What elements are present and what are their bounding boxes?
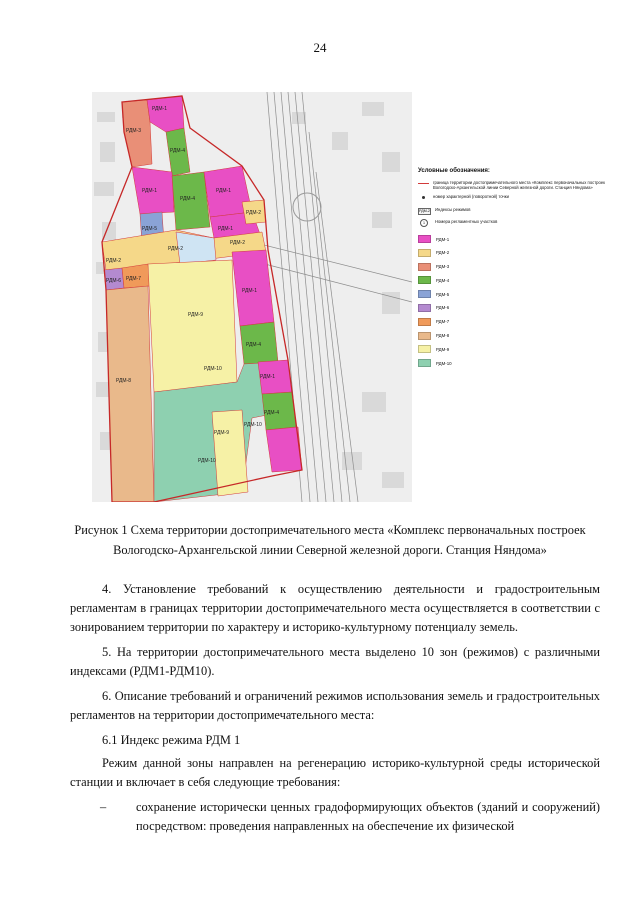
legend-title: Условные обозначения: <box>418 168 490 174</box>
map-label: РДМ-10 <box>244 422 262 428</box>
zone-label: РДМ-3 <box>436 264 450 270</box>
zone-swatch <box>418 290 431 298</box>
map-legend <box>418 168 618 373</box>
legend-boundary-text: граница территории достопримечательного места «Комплекс первоначальных построек Вологодско-Архангельской линии Северной железной дороги. Станция Няндома» <box>433 180 605 190</box>
zone-swatch <box>418 318 431 326</box>
zone-label: РДМ-10 <box>436 360 452 366</box>
map-label: РДМ-1 <box>216 188 231 194</box>
map-label: РДМ-10 <box>198 458 216 464</box>
map-label: РДМ-9 <box>188 312 203 318</box>
paragraph-6: 6. Описание требований и ограничений режимов использования земель и градостроительных регламентов на территории достопримечательного места: <box>70 689 600 722</box>
zone-label: РДМ-4 <box>436 277 450 283</box>
boundary-line-icon <box>418 183 429 184</box>
map-label: РДМ-2 <box>168 246 183 252</box>
map-label: РДМ-1 <box>142 188 157 194</box>
legend-zone-row <box>418 290 618 298</box>
zone-label: РДМ-2 <box>436 250 450 256</box>
list-item-text: сохранение исторически ценных градоформирующих объектов (зданий и сооружений) посредством: проведения направленных на обеспечение их физической <box>136 800 600 833</box>
zone-swatch <box>418 332 431 340</box>
legend-zone-row <box>418 345 618 353</box>
list-dash: – <box>100 800 107 814</box>
legend-circle-text: Номера регламентных участков <box>435 219 498 224</box>
map-label: РДМ-1 <box>152 106 167 112</box>
legend-swatches <box>418 235 618 367</box>
map-label: РДМ-4 <box>170 148 185 154</box>
zone-label: РДМ-5 <box>436 291 450 297</box>
figure-caption: Рисунок 1 Схема территории достопримечательного места «Комплекс первоначальных построек Вологодско-Архангельской линии Северной железной дороги. Станция Няндома» <box>74 523 586 557</box>
map-label: РДМ-8 <box>116 378 131 384</box>
map-label: РДМ-7 <box>126 276 141 282</box>
body-text <box>70 580 600 836</box>
map-label: РДМ-2 <box>246 210 261 216</box>
legend-circle-sample: 1 <box>420 219 428 227</box>
map-label: РДМ-4 <box>246 342 261 348</box>
map-label: РДМ-4 <box>180 196 195 202</box>
zone-swatch <box>418 345 431 353</box>
zone-label: РДМ-1 <box>436 236 450 242</box>
map-label: РДМ-2 <box>230 240 245 246</box>
zone-swatch <box>418 359 431 367</box>
legend-point-text: номер характерной (поворотной) точки <box>433 194 509 199</box>
legend-index <box>418 207 618 215</box>
legend-index-sample: РДМ-2 <box>419 209 430 213</box>
zone-swatch <box>418 263 431 271</box>
zone-swatch <box>418 235 431 243</box>
legend-zone-row <box>418 304 618 312</box>
legend-index-text: Индексы режимов <box>435 207 471 212</box>
map-label: РДМ-4 <box>264 410 279 416</box>
zone-rdm-1-bottom <box>266 427 302 472</box>
legend-boundary <box>418 180 618 190</box>
map-label: РДМ-1 <box>260 374 275 380</box>
zone-label: РДМ-8 <box>436 333 450 339</box>
paragraph-4: 4. Установление требований к осуществлению деятельности и градостроительным регламентам в границах территории достопримечательного места осуществляется в соответствии с зонированием территории по характеру и историко-культурному потенциалу земель. <box>70 582 600 634</box>
zone-label: РДМ-6 <box>436 305 450 311</box>
map-label: РДМ-6 <box>106 278 121 284</box>
zone-swatch <box>418 304 431 312</box>
legend-zone-row <box>418 235 618 243</box>
legend-zone-row <box>418 263 618 271</box>
map-label: РДМ-10 <box>204 366 222 372</box>
point-marker-icon <box>418 195 429 201</box>
paragraph-5: 5. На территории достопримечательного места выделено 10 зон (режимов) с различными индексами (РДМ1-РДМ10). <box>70 645 600 678</box>
paragraph-mode: Режим данной зоны направлен на регенерацию историко-культурной среды исторической станции и включает в себя следующие требования: <box>70 756 600 789</box>
zone-rdm-9-main <box>148 260 237 392</box>
legend-zone-row <box>418 276 618 284</box>
zone-rdm-8 <box>106 286 154 502</box>
map-label: РДМ-1 <box>242 288 257 294</box>
legend-zone-row <box>418 249 618 257</box>
zone-swatch <box>418 249 431 257</box>
map-label: РДМ-2 <box>106 258 121 264</box>
zone-label: РДМ-7 <box>436 319 450 325</box>
zone-swatch <box>418 276 431 284</box>
map-label: РДМ-9 <box>214 430 229 436</box>
list-item <box>70 798 600 836</box>
map-label: РДМ-5 <box>142 226 157 232</box>
paragraph-6-1: 6.1 Индекс режима РДМ 1 <box>102 733 241 747</box>
page-number: 24 <box>313 40 327 55</box>
map-label: РДМ-1 <box>218 226 233 232</box>
map-label: РДМ-3 <box>126 128 141 134</box>
legend-circle <box>418 219 618 227</box>
legend-point <box>418 194 618 201</box>
legend-zone-row <box>418 318 618 326</box>
legend-zone-row <box>418 359 618 367</box>
zone-label: РДМ-9 <box>436 346 450 352</box>
legend-zone-row <box>418 332 618 340</box>
